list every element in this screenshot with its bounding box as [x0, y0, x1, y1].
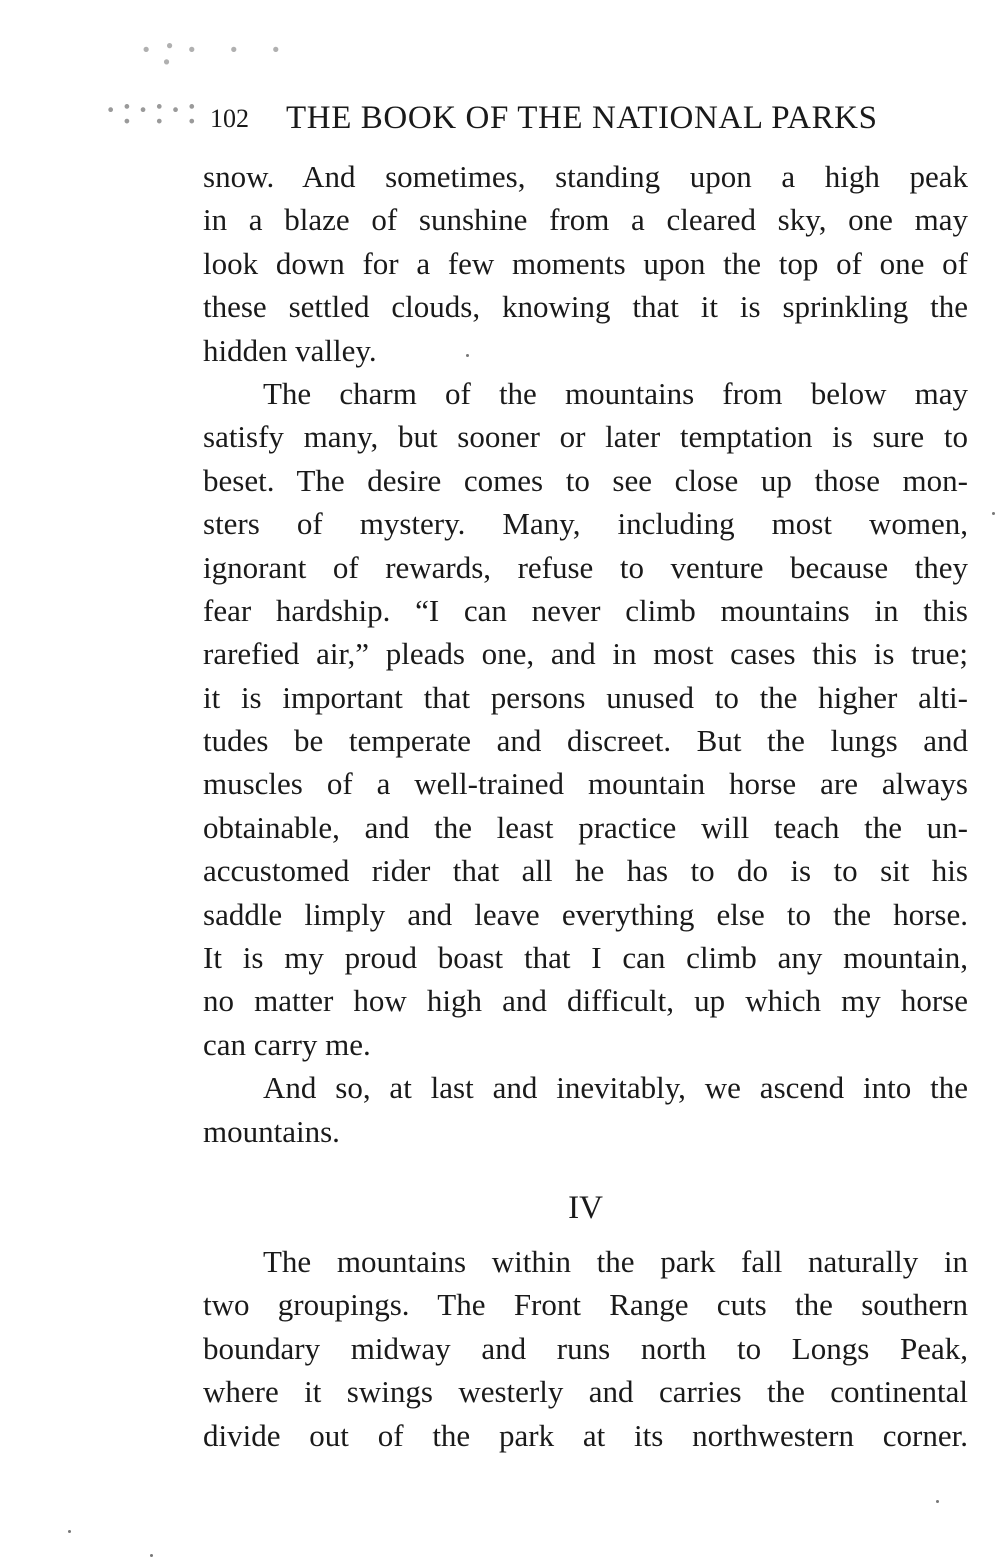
text-line: fear hardship. “I can never climb mountains in this: [203, 592, 968, 628]
text-line: these settled clouds, knowing that it is sprinkling the: [203, 289, 968, 325]
text-line: muscles of a well-trained mountain horse are always: [203, 766, 968, 802]
text-line: hidden valley.: [203, 332, 377, 368]
text-line: can carry me.: [203, 1026, 371, 1062]
text-line: where it swings westerly and carries the continental: [203, 1374, 968, 1410]
stamp-line-1: ·:· · ·: [140, 25, 291, 74]
text-line: no matter how high and difficult, up which my horse: [203, 983, 968, 1019]
text-line: The mountains within the park fall naturally in: [263, 1244, 968, 1279]
print-speck: [992, 512, 995, 515]
text-line: It is my proud boast that I can climb any mountain,: [203, 940, 968, 976]
text-line: two groupings. The Front Range cuts the southern: [203, 1287, 968, 1323]
text-line: obtainable, and the least practice will teach the un-: [203, 809, 968, 845]
text-line: satisfy many, but sooner or later temptation is sure to: [203, 419, 968, 455]
text-line: rarefied air,” pleads one, and in most cases this is true;: [203, 636, 968, 672]
stamp-line-2: ·:·:·:: [104, 87, 202, 132]
print-speck: [936, 1500, 939, 1503]
body-text-section-iv: [203, 1240, 968, 1457]
text-line: And so, at last and inevitably, we ascend into the: [263, 1070, 968, 1106]
text-line: saddle limply and leave everything else to the horse.: [203, 896, 968, 932]
print-speck: [150, 1554, 153, 1557]
print-speck: [68, 1530, 71, 1533]
text-line: mountains.: [203, 1113, 340, 1149]
text-line: accustomed rider that all he has to do is to sit his: [203, 853, 968, 889]
running-head: THE BOOK OF THE NATIONAL PARKS: [286, 100, 878, 136]
text-line: tudes be temperate and discreet. But the lungs and: [203, 723, 968, 759]
text-line: look down for a few moments upon the top of one of: [203, 245, 968, 281]
text-line: it is important that persons unused to the higher alti-: [203, 679, 968, 715]
text-line: divide out of the park at its northwestern corner.: [203, 1417, 968, 1453]
text-line: in a blaze of sunshine from a cleared sky, one may: [203, 202, 968, 238]
text-line: beset. The desire comes to see close up those mon-: [203, 462, 968, 498]
text-line: boundary midway and runs north to Longs Peak,: [203, 1330, 968, 1366]
text-line: sters of mystery. Many, including most women,: [203, 506, 968, 542]
print-speck: [466, 354, 469, 357]
text-line: snow. And sometimes, standing upon a high peak: [203, 159, 968, 194]
body-text-section-iii-end: [203, 155, 968, 1153]
page-header: [210, 96, 940, 140]
text-line: The charm of the mountains from below may: [263, 375, 968, 411]
section-heading: IV: [568, 1190, 603, 1226]
text-line: ignorant of rewards, refuse to venture because they: [203, 549, 968, 585]
page-number: 102: [210, 104, 249, 133]
